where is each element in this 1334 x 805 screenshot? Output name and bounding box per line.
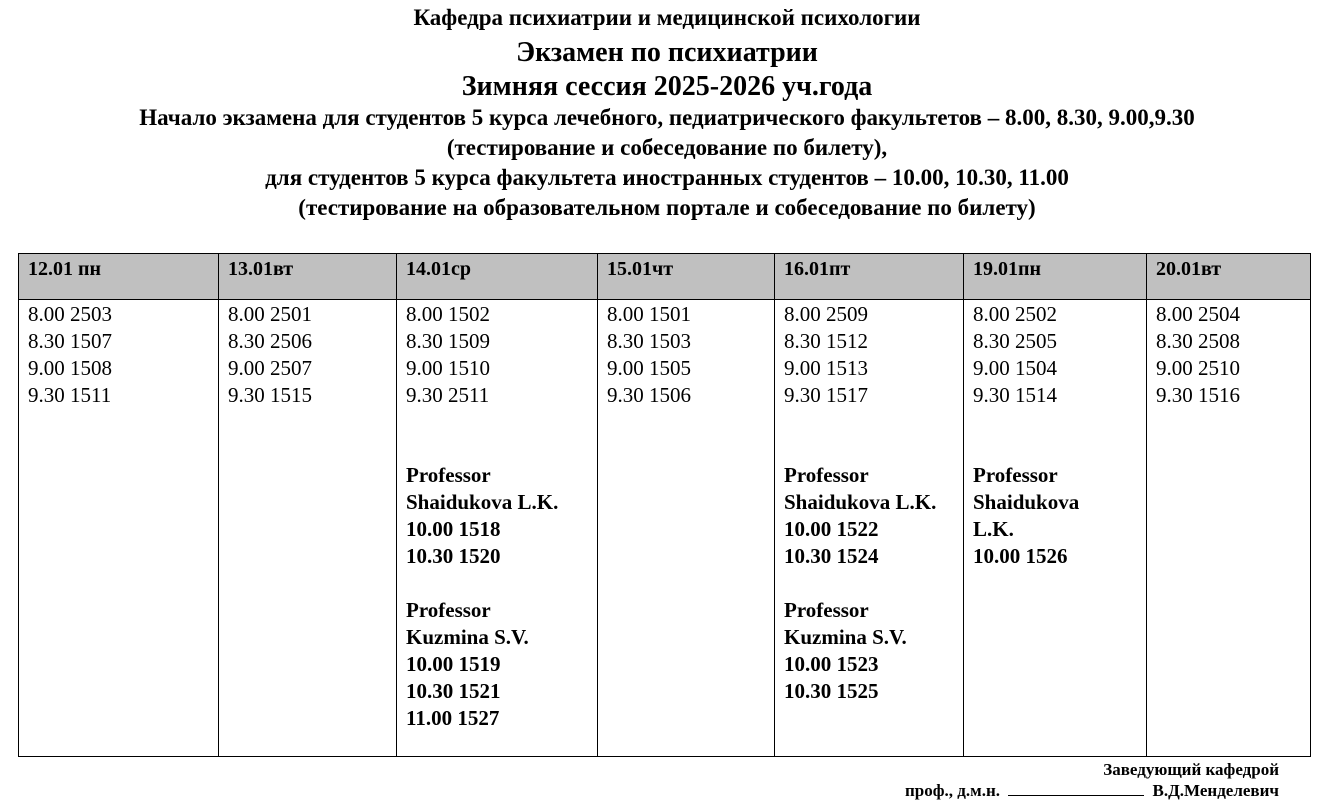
day-header: 15.01чт — [598, 254, 775, 300]
professor-slot: 10.30 1520 — [406, 544, 501, 568]
time-slot: 8.30 1509 — [406, 329, 490, 353]
time-slot: 8.00 1501 — [607, 302, 691, 326]
day-header: 14.01ср — [397, 254, 598, 300]
time-slot: 8.00 2509 — [784, 302, 868, 326]
signature-position: Заведующий кафедрой — [1103, 760, 1279, 779]
professor-slot: 10.00 1518 — [406, 517, 501, 541]
start-times-note: (тестирование и собеседование по билету), — [446, 135, 888, 160]
professor-slot: 10.00 1519 — [406, 652, 501, 676]
day-header: 13.01вт — [219, 254, 397, 300]
professor-title: Professor — [784, 463, 869, 487]
signature-line — [905, 781, 1279, 801]
professor-block — [973, 462, 1146, 570]
professor-name: L.K. — [973, 517, 1014, 541]
time-slot: 8.00 2501 — [228, 302, 312, 326]
time-slot: 8.00 2503 — [28, 302, 112, 326]
professor-name: Shaidukova — [973, 490, 1080, 514]
professor-title: Professor — [406, 598, 491, 622]
day-header: 12.01 пн — [19, 254, 219, 300]
day-cell — [1147, 300, 1311, 757]
time-slot: 8.30 2506 — [228, 329, 312, 353]
time-slot: 9.30 1516 — [1156, 383, 1240, 407]
professor-block — [406, 597, 597, 732]
foreign-students-note: (тестирование на образовательном портале и собеседование по билету) — [298, 195, 1036, 220]
professor-name: Kuzmina S.V. — [406, 625, 529, 649]
professor-slot: 10.30 1525 — [784, 679, 879, 703]
time-slot: 8.00 1502 — [406, 302, 490, 326]
day-header: 16.01пт — [775, 254, 964, 300]
time-slot: 9.00 1513 — [784, 356, 868, 380]
time-slot: 9.30 1511 — [28, 383, 112, 407]
professor-title: Professor — [406, 463, 491, 487]
day-cell — [219, 300, 397, 757]
professor-slot: 10.00 1522 — [784, 517, 879, 541]
time-slot: 9.30 2511 — [406, 383, 490, 407]
professor-name: Kuzmina S.V. — [784, 625, 907, 649]
day-header: 20.01вт — [1147, 254, 1311, 300]
professor-name: Shaidukova L.K. — [406, 490, 559, 514]
time-slot: 9.00 1505 — [607, 356, 691, 380]
time-slot: 8.00 2504 — [1156, 302, 1240, 326]
professor-block — [784, 597, 963, 705]
time-slot: 9.00 2507 — [228, 356, 312, 380]
time-slot: 9.00 1504 — [973, 356, 1057, 380]
time-slot: 9.30 1517 — [784, 383, 868, 407]
foreign-students-line: для студентов 5 курса факультета иностранных студентов – 10.00, 10.30, 11.00 — [265, 165, 1069, 190]
signatory-name: В.Д.Менделевич — [1152, 781, 1279, 800]
session-title: Зимняя сессия 2025-2026 уч.года — [461, 71, 873, 102]
day-cell — [19, 300, 219, 757]
time-slot: 9.30 1506 — [607, 383, 691, 407]
day-cell — [598, 300, 775, 757]
exam-title: Экзамен по психиатрии — [516, 37, 818, 68]
signatory-degree: проф., д.м.н. — [905, 781, 1000, 800]
time-slot: 9.30 1514 — [973, 383, 1057, 407]
professor-slot: 10.00 1523 — [784, 652, 879, 676]
day-header: 19.01пн — [964, 254, 1147, 300]
professor-name: Shaidukova L.K. — [784, 490, 937, 514]
day-cell — [397, 300, 598, 757]
time-slot: 8.30 2505 — [973, 329, 1057, 353]
signature-blank — [1008, 781, 1144, 796]
time-slot: 8.00 2502 — [973, 302, 1057, 326]
table-header-row — [19, 254, 1311, 300]
professor-slot: 10.30 1524 — [784, 544, 879, 568]
time-slot: 8.30 2508 — [1156, 329, 1240, 353]
time-slot: 8.30 1512 — [784, 329, 868, 353]
table-row — [19, 300, 1311, 757]
time-slot: 8.30 1503 — [607, 329, 691, 353]
professor-title: Professor — [973, 463, 1058, 487]
department-title: Кафедра психиатрии и медицинской психологии — [413, 5, 921, 30]
time-slot: 8.30 1507 — [28, 329, 112, 353]
time-slot: 9.00 2510 — [1156, 356, 1240, 380]
start-times-line: Начало экзамена для студентов 5 курса лечебного, педиатрического факультетов – 8.00, 8.30, 9.00,9.30 — [139, 105, 1195, 130]
time-slot: 9.30 1515 — [228, 383, 312, 407]
professor-slot: 11.00 1527 — [406, 706, 500, 730]
day-cell — [964, 300, 1147, 757]
exam-schedule-table — [18, 253, 1311, 757]
professor-block — [784, 462, 963, 570]
professor-slot: 10.00 1526 — [973, 544, 1068, 568]
professor-block — [406, 462, 597, 570]
professor-slot: 10.30 1521 — [406, 679, 501, 703]
time-slot: 9.00 1510 — [406, 356, 490, 380]
day-cell — [775, 300, 964, 757]
time-slot: 9.00 1508 — [28, 356, 112, 380]
professor-title: Professor — [784, 598, 869, 622]
